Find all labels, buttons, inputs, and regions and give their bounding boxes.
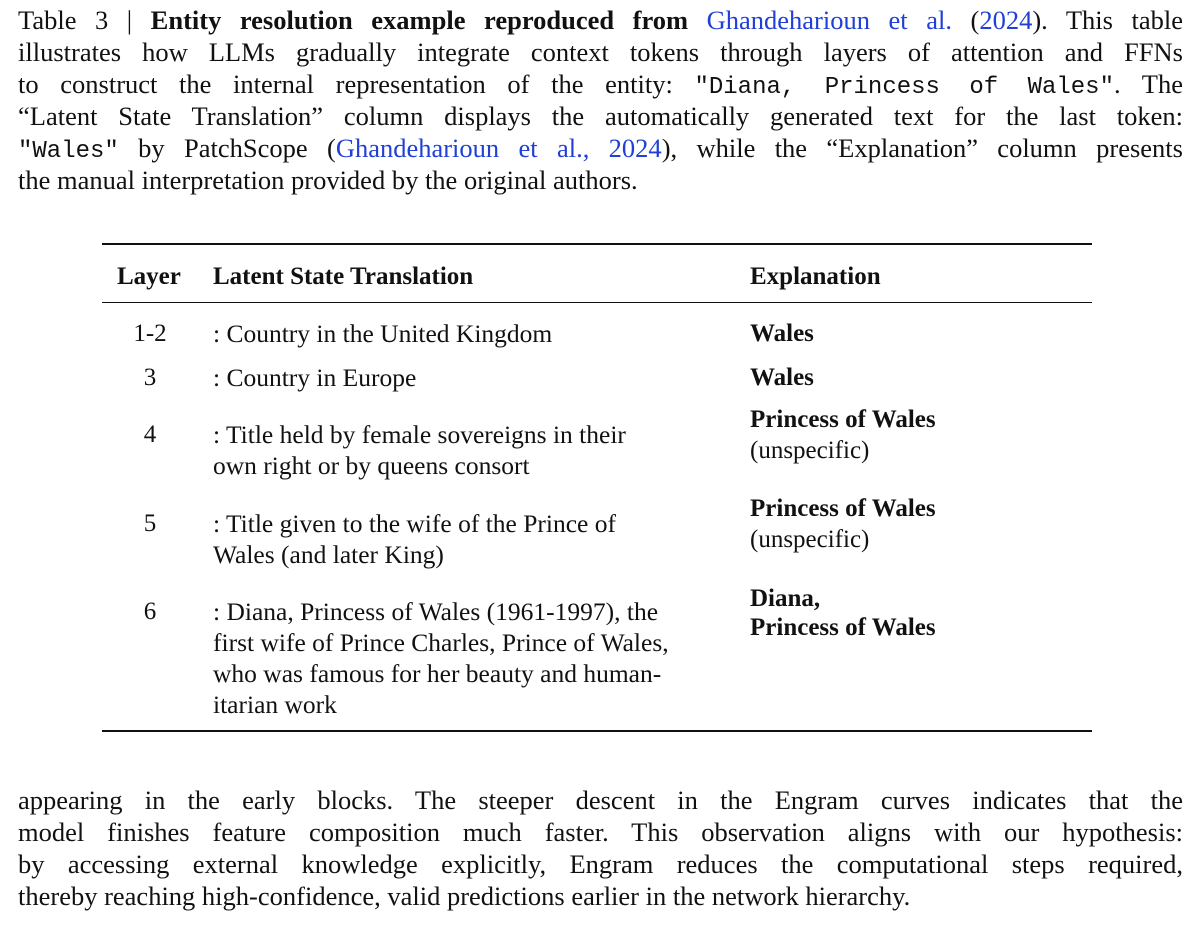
explanation-cell [750,362,814,393]
translation-line: : Country in Europe [213,363,417,392]
paragraph-line: appearing in the early blocks. The steeper descent in the Engram curves indicates that the [18,785,1183,815]
explanation-text: Princess of Wales [750,614,936,641]
translation-line: : Country in the United Kingdom [213,319,553,348]
explanation-cell [750,584,936,642]
translation-line: first wife of Prince Charles, Prince of Wales, [213,628,669,657]
top-rule [102,243,1092,245]
layer-cell: 3 [143,364,157,391]
entity-code: "Diana, Princess of Wales" [694,74,1114,101]
citation-link[interactable]: Ghandeharioun et al. [706,5,952,35]
explanation-text: Diana, [750,585,821,612]
translation-cell [213,362,416,393]
translation-line: : Title held by female sovereigns in their [213,420,626,449]
translation-cell [213,596,669,720]
translation-line: itarian work [213,690,337,719]
caption-line: “Latent State Translation” column displays the automatically generated text for the last token: [18,101,1183,131]
translation-cell [213,508,616,570]
caption-text: to construct the internal representation of the entity: [18,69,695,99]
caption-text: ( [951,5,980,35]
caption-line: the manual interpretation provided by the original authors. [18,165,638,195]
token-code: "Wales" [18,138,119,165]
explanation-text: Princess of Wales [750,495,936,522]
caption-line [18,68,1183,100]
caption-text: ), while the “Explanation” column presents [661,133,1183,163]
explanation-cell [750,404,936,466]
translation-cell [213,419,626,481]
caption-text: ). This table [1032,5,1183,35]
paragraph-line: thereby reaching high-confidence, valid predictions earlier in the network hierarchy. [18,881,911,911]
caption-text: by PatchScope ( [118,133,336,163]
translation-cell [213,318,552,349]
explanation-cell [750,318,814,349]
citation-link[interactable]: Ghandeharioun et al., 2024 [335,133,662,163]
translation-line: who was famous for her beauty and human- [213,659,662,688]
layer-cell: 4 [143,421,157,448]
bottom-rule [102,730,1092,732]
explanation-text: Princess of Wales [750,406,936,433]
explanation-text: Wales [750,320,814,347]
translation-line: : Title given to the wife of the Prince of [213,509,616,538]
layer-cell: 5 [143,510,157,537]
caption-text: . The [1113,69,1183,99]
explanation-cell [750,493,936,555]
paragraph-line: model finishes feature composition much faster. This observation aligns with our hypothesis: [18,817,1183,847]
header-layer: Layer [117,263,181,290]
caption-line [18,4,1183,36]
layer-cell: 6 [143,598,157,625]
caption-line: illustrates how LLMs gradually integrate context tokens through layers of attention and FFNs [18,37,1183,67]
translation-line: own right or by queens consort [213,451,530,480]
paragraph-line: by accessing external knowledge explicitly, Engram reduces the computational steps required, [18,849,1183,879]
explanation-text: Wales [750,364,814,391]
caption-title: Entity resolution example reproduced from [150,5,707,35]
mid-rule [102,302,1092,303]
translation-line: Wales (and later King) [213,540,444,569]
explanation-note: (unspecific) [750,437,870,464]
translation-line: : Diana, Princess of Wales (1961-1997), the [213,597,659,626]
layer-cell: 1-2 [133,320,167,347]
table-label: Table 3 | [18,5,151,35]
citation-year-link[interactable]: 2024 [979,5,1033,35]
header-translation: Latent State Translation [213,263,474,290]
explanation-note: (unspecific) [750,526,870,553]
header-explanation: Explanation [750,263,881,290]
caption-line [18,132,1183,164]
